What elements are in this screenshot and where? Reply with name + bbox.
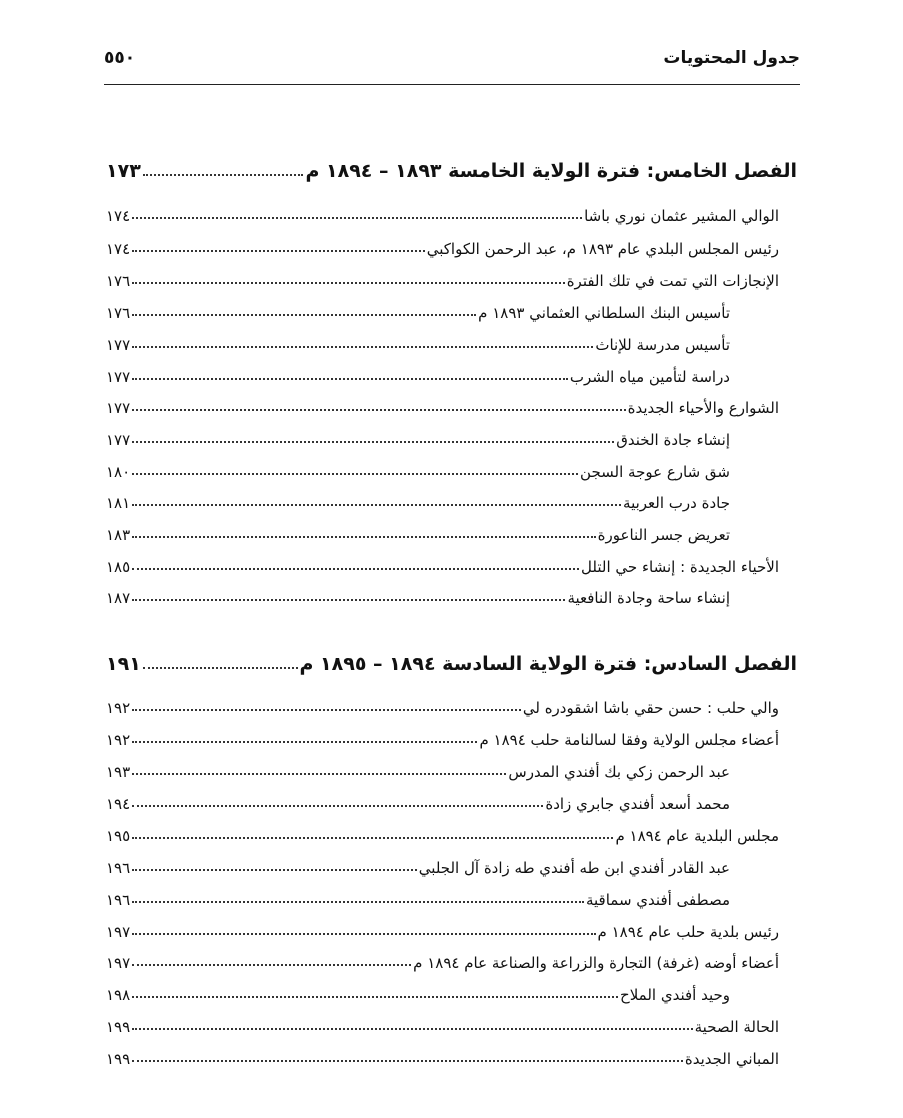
toc-entry-title: الإنجازات التي تمت في تلك الفترة — [566, 272, 779, 290]
toc-entry-page: ١٧٧ — [106, 336, 131, 354]
toc-entry-title: والي حلب : حسن حقي باشا اشقودره لي — [522, 699, 779, 717]
toc-entry-page: ١٩٧ — [106, 923, 131, 941]
toc-entry-title: عبد الرحمن زكي بك أفندي المدرس — [508, 763, 730, 781]
toc-entry — [106, 942, 779, 972]
toc-entry-page: ١٨٠ — [106, 463, 131, 481]
toc-entry — [106, 195, 779, 225]
toc-entry-page: ١٩٩ — [106, 1018, 131, 1036]
dot-leader — [132, 837, 613, 839]
toc-entry-page: ١٩٩ — [106, 1050, 131, 1068]
dot-leader — [132, 964, 411, 966]
toc-entry — [106, 577, 730, 607]
dot-leader — [132, 901, 584, 903]
toc-entry — [106, 974, 730, 1004]
toc-entry-page: ١٧٣ — [106, 160, 141, 182]
dot-leader — [132, 869, 417, 871]
dot-leader — [132, 933, 595, 935]
toc-entry-page: ١٩١ — [106, 653, 141, 675]
dot-leader — [132, 1028, 692, 1030]
toc-entry-title: دراسة لتأمين مياه الشرب — [569, 368, 730, 386]
dot-leader — [132, 217, 582, 219]
toc-entry — [106, 451, 730, 481]
toc-entry-title: أعضاء أوضه (غرفة) التجارة والزراعة والصناعة عام ١٨٩٤ م — [413, 954, 779, 972]
toc-entry — [106, 879, 730, 909]
toc-entry-title: إنشاء جادة الخندق — [616, 431, 730, 449]
toc-entry-title: وحيد أفندي الملاح — [620, 986, 730, 1004]
toc-entry-page: ١٨٥ — [106, 558, 131, 576]
toc-entry-title: مجلس البلدية عام ١٨٩٤ م — [615, 827, 779, 845]
toc-entry-page: ١٩٨ — [106, 986, 131, 1004]
toc-chapter-entry — [106, 150, 797, 182]
dot-leader — [132, 250, 425, 252]
toc-entry — [106, 687, 779, 717]
toc-entry — [106, 228, 779, 258]
toc-entry-title: تعريض جسر الناعورة — [597, 526, 730, 544]
toc-entry-page: ١٩٥ — [106, 827, 131, 845]
toc-entry-title: رئيس بلدية حلب عام ١٨٩٤ م — [597, 923, 779, 941]
toc-entry-page: ١٨٣ — [106, 526, 131, 544]
dot-leader — [132, 1060, 683, 1062]
header-title: جدول المحتويات — [663, 48, 800, 68]
toc-entry-title: تأسيس البنك السلطاني العثماني ١٨٩٣ م — [478, 304, 730, 322]
toc-entry — [106, 387, 779, 417]
toc-entry-page: ١٧٧ — [106, 368, 131, 386]
toc-entry-page: ١٧٦ — [106, 304, 131, 322]
dot-leader — [132, 741, 477, 743]
toc-entry-page: ١٩٦ — [106, 891, 131, 909]
toc-entry — [106, 783, 730, 813]
dot-leader — [132, 599, 565, 601]
toc-entry — [106, 419, 730, 449]
dot-leader — [132, 346, 593, 348]
toc-entry-page: ١٨١ — [106, 494, 131, 512]
toc-entry — [106, 292, 730, 322]
toc-entry-page: ١٧٤ — [106, 240, 131, 258]
toc-entry — [106, 546, 779, 576]
dot-leader — [143, 667, 298, 669]
toc-entry — [106, 751, 730, 781]
dot-leader — [132, 282, 565, 284]
dot-leader — [132, 536, 595, 538]
toc-chapter-entry — [106, 643, 797, 675]
toc-entry — [106, 482, 730, 512]
toc-entry-title: تأسيس مدرسة للإناث — [595, 336, 730, 354]
toc-entry-title: شق شارع عوجة السجن — [580, 463, 730, 481]
toc-entry — [106, 1038, 779, 1068]
dot-leader — [132, 773, 506, 775]
toc-entry-title: جادة درب العربية — [623, 494, 730, 512]
toc-entry-title: محمد أسعد أفندي جابري زادة — [545, 795, 730, 813]
toc-entry-title: الحالة الصحية — [694, 1018, 779, 1036]
toc-entry-page: ١٧٤ — [106, 207, 131, 225]
toc-entry-page: ١٩٤ — [106, 795, 131, 813]
toc-entry-title: أعضاء مجلس الولاية وفقا لسالنامة حلب ١٨٩٤ م — [479, 731, 779, 749]
toc-entry-title: رئيس المجلس البلدي عام ١٨٩٣ م، عبد الرحمن الكواكبي — [426, 240, 779, 258]
dot-leader — [132, 709, 521, 711]
toc-entry-page: ١٩٢ — [106, 699, 131, 717]
toc-entry-page: ١٧٦ — [106, 272, 131, 290]
toc-entry-title: مصطفى أفندي سماقية — [585, 891, 730, 909]
dot-leader — [132, 568, 579, 570]
dot-leader — [132, 441, 614, 443]
dot-leader — [132, 378, 568, 380]
toc-entry-title: الوالي المشير عثمان نوري باشا — [584, 207, 779, 225]
toc-entry-page: ١٩٧ — [106, 954, 131, 972]
toc-entry-page: ١٧٧ — [106, 399, 131, 417]
toc-entry — [106, 719, 779, 749]
toc-entry — [106, 260, 779, 290]
toc-entry-title: الشوارع والأحياء الجديدة — [627, 399, 779, 417]
toc-entry — [106, 514, 730, 544]
toc-entry-page: ١٨٧ — [106, 589, 131, 607]
dot-leader — [132, 473, 578, 475]
dot-leader — [132, 805, 543, 807]
toc-entry-title: المباني الجديدة — [684, 1050, 779, 1068]
toc-entry-title: الفصل الخامس: فترة الولاية الخامسة ١٨٩٣ – ١٨٩٤ م — [305, 160, 797, 182]
page-header — [104, 40, 800, 85]
toc-entry-page: ١٩٢ — [106, 731, 131, 749]
toc-entry-page: ١٧٧ — [106, 431, 131, 449]
dot-leader — [132, 996, 618, 998]
dot-leader — [143, 174, 304, 176]
toc-entry-title: إنشاء ساحة وجادة النافعية — [567, 589, 730, 607]
toc-entry-title: عبد القادر أفندي ابن طه أفندي طه زادة آل الجلبي — [418, 859, 730, 877]
header-page-number: ٥٥٠ — [104, 48, 136, 68]
toc-entry — [106, 356, 730, 386]
dot-leader — [132, 504, 621, 506]
toc-entry — [106, 815, 779, 845]
toc-entry — [106, 324, 730, 354]
toc-entry — [106, 1006, 779, 1036]
dot-leader — [132, 314, 476, 316]
toc-entry — [106, 847, 730, 877]
dot-leader — [132, 409, 625, 411]
toc-entry — [106, 911, 779, 941]
toc-entry-title: الفصل السادس: فترة الولاية السادسة ١٨٩٤ – ١٨٩٥ م — [299, 653, 797, 675]
toc-entry-page: ١٩٦ — [106, 859, 131, 877]
toc-entry-title: الأحياء الجديدة : إنشاء حي التلل — [581, 558, 779, 576]
toc-entry-page: ١٩٣ — [106, 763, 131, 781]
